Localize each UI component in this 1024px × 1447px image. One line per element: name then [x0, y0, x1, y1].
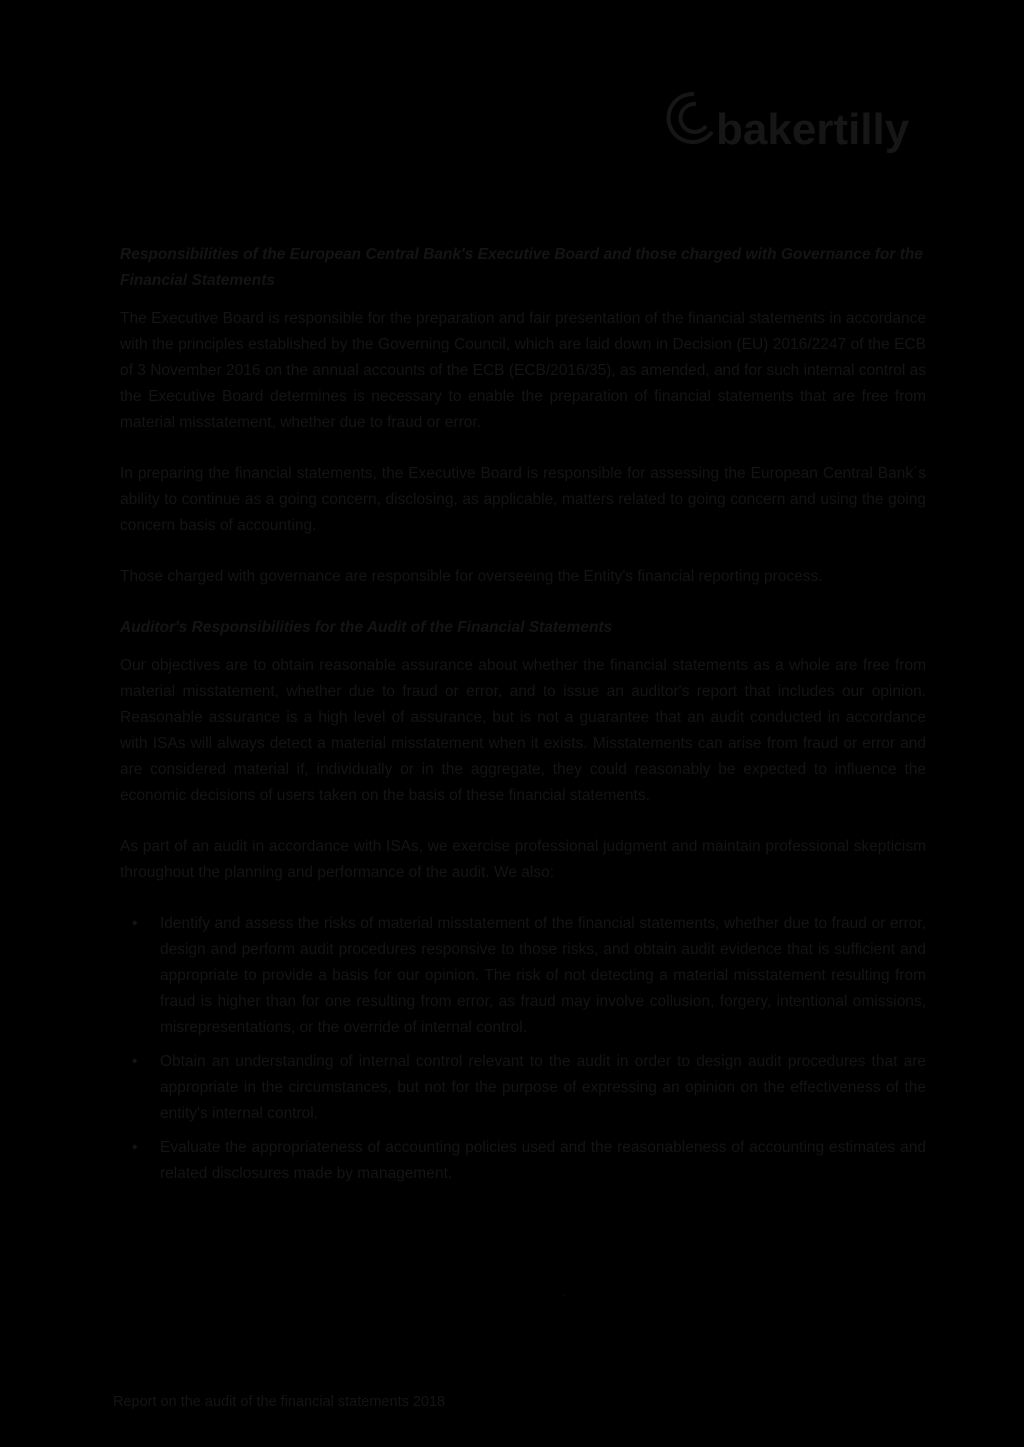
paragraph: The Executive Board is responsible for the preparation and fair presentation of the financial statements in accordance with the principles established by the Governing Council, which are laid down in Decision (EU) 2016/2247 of the ECB of 3 November 2016 on the annual accounts of the ECB (ECB/2016/35), as amended, and for such internal control as the Executive Board determines is necessary to enable the preparation of financial statements that are free from material misstatement, whether due to fraud or error.: [120, 310, 926, 431]
section-heading-auditor: Auditor's Responsibilities for the Audit of the Financial Statements: [120, 619, 613, 636]
list-item: [120, 1135, 926, 1187]
stray-mark: .: [563, 1288, 566, 1299]
paragraph: As part of an audit in accordance with ISAs, we exercise professional judgment and maintain professional skepticism throughout the planning and performance of the audit. We also:: [120, 838, 926, 881]
paragraph: In preparing the financial statements, the Executive Board is responsible for assessing the European Central Bank´s ability to continue as a going concern, disclosing, as applicable, matters related to going concern and using the going concern basis of accounting.: [120, 465, 926, 534]
list-item: [120, 911, 926, 1041]
page-footer: Report on the audit of the financial statements 2018: [113, 1394, 446, 1410]
section-heading-responsibilities: Responsibilities of the European Central Bank's Executive Board and those charged with Governance for the Financial Statements: [120, 246, 923, 289]
list-item: [120, 1049, 926, 1127]
bullet-list: [120, 911, 926, 1187]
list-item-text: Identify and assess the risks of material misstatement of the financial statements, whether due to fraud or error, design and perform audit procedures responsive to those risks, and obtain audit evidence that is sufficient and appropriate to provide a basis for our opinion. The risk of not detecting a material misstatement resulting from fraud is higher than for one resulting from error, as fraud may involve collusion, forgery, intentional omissions, misrepresentations, or the override of internal control.: [160, 915, 926, 1036]
bullet-icon: •: [132, 915, 138, 932]
list-item-text: Obtain an understanding of internal control relevant to the audit in order to design audit procedures that are appropriate in the circumstances, but not for the purpose of expressing an opinion on the effectiveness of the entity's internal control.: [160, 1053, 926, 1122]
swirl-logo-icon: [660, 84, 930, 164]
list-item-text: Evaluate the appropriateness of accounting policies used and the reasonableness of accounting estimates and related disclosures made by management.: [160, 1139, 926, 1182]
logo-text: bakertilly: [716, 105, 910, 154]
bullet-icon: •: [132, 1139, 138, 1156]
paragraph: Our objectives are to obtain reasonable assurance about whether the financial statements as a whole are free from material misstatement, whether due to fraud or error, and to issue an auditor's report that includes our opinion. Reasonable assurance is a high level of assurance, but is not a guarantee that an audit conducted in accordance with ISAs will always detect a material misstatement when it exists. Misstatements can arise from fraud or error and are considered material if, individually or in the aggregate, they could reasonably be expected to influence the economic decisions of users taken on the basis of these financial statements.: [120, 657, 926, 804]
paragraph: Those charged with governance are responsible for overseeing the Entity's financial reporting process.: [120, 568, 823, 585]
bakertilly-logo: [660, 84, 930, 164]
bullet-icon: •: [132, 1053, 138, 1070]
main-content: [120, 242, 926, 1195]
